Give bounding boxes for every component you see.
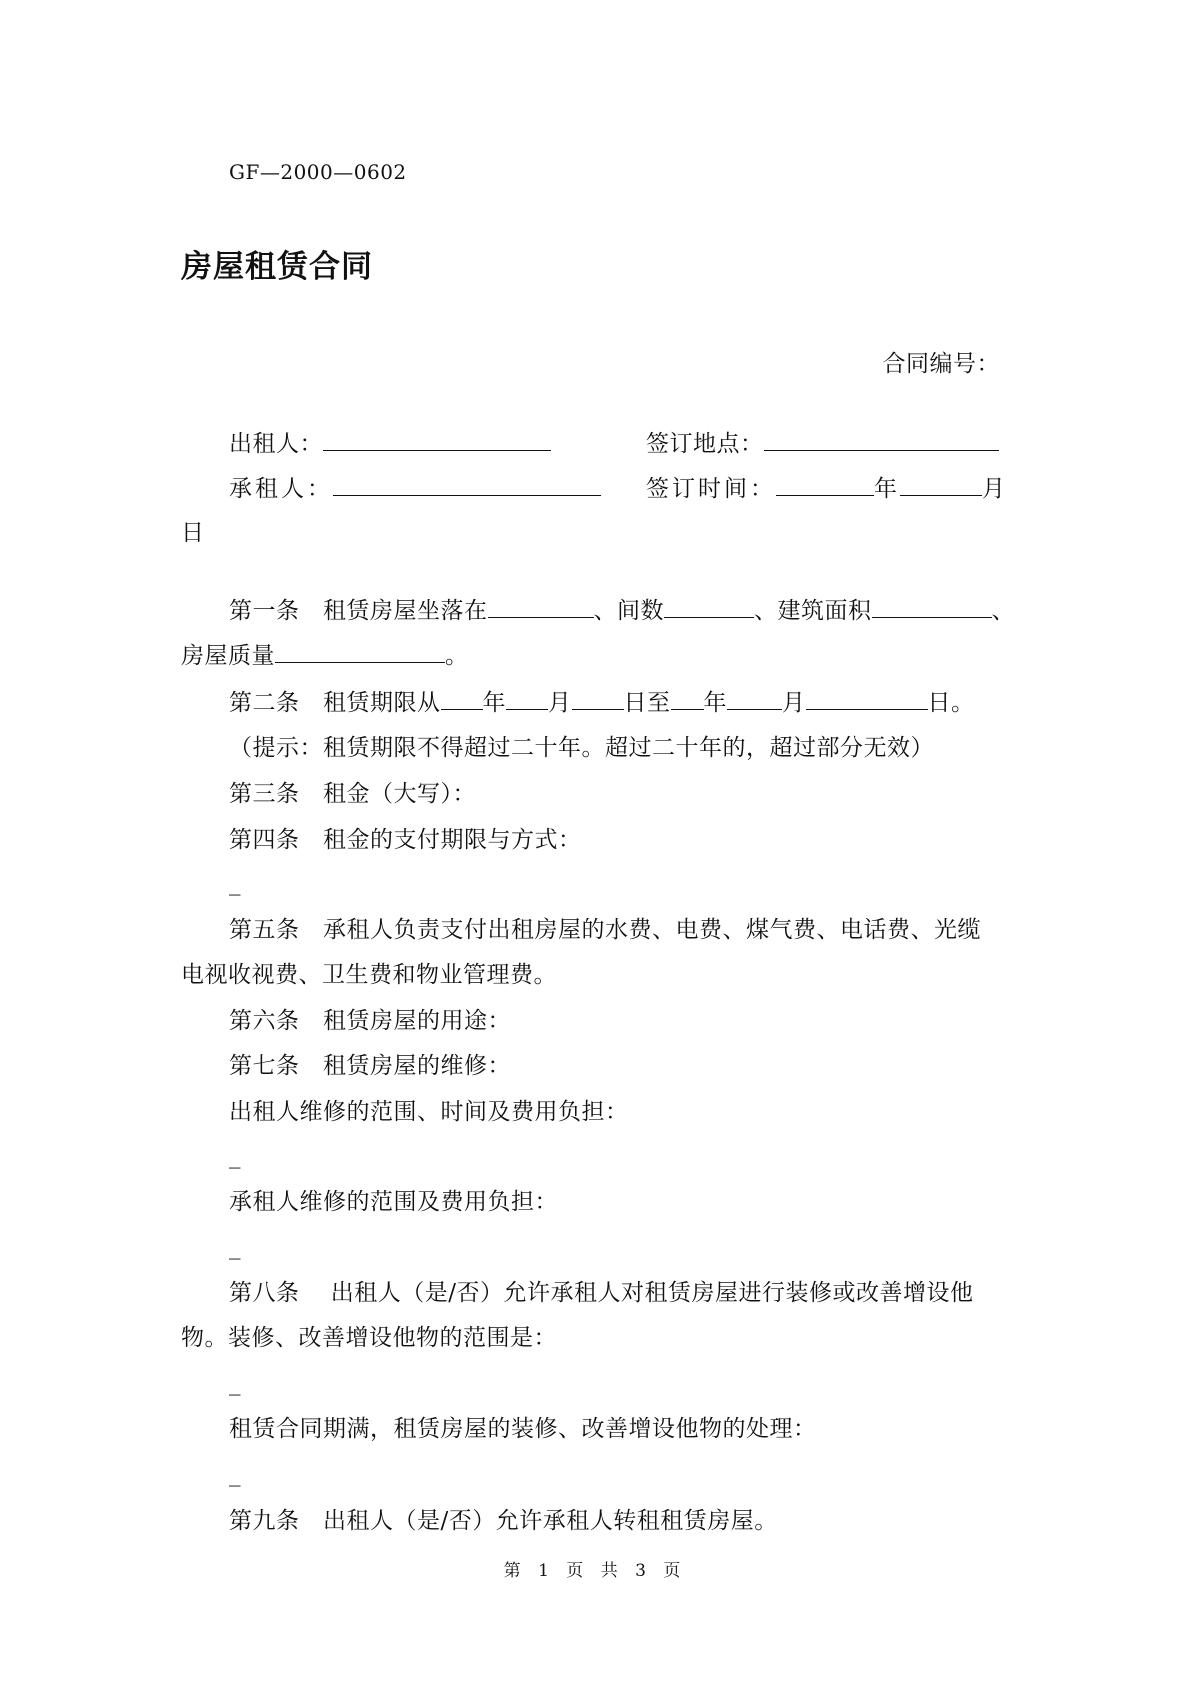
sign-day-label: 日: [181, 520, 205, 546]
blank-line[interactable]: _: [229, 870, 241, 896]
blank-line[interactable]: _: [229, 1143, 241, 1169]
end-month-blank[interactable]: [727, 687, 782, 710]
blank-line[interactable]: _: [229, 1234, 241, 1260]
article-2-text: 租赁期限从: [323, 690, 441, 716]
article-6: 第六条 租赁房屋的用途：: [229, 1008, 511, 1034]
separator: 、: [991, 598, 1015, 624]
rooms-blank[interactable]: [664, 595, 754, 618]
blank-line[interactable]: _: [229, 1461, 241, 1487]
month-label: 月: [782, 690, 806, 716]
start-day-blank[interactable]: [572, 687, 624, 710]
blank-line[interactable]: _: [229, 1370, 241, 1396]
article-1: [229, 595, 1015, 626]
sign-time-label: 签订时间：: [646, 476, 776, 502]
article-4: 第四条 租金的支付期限与方式：: [229, 827, 582, 853]
year-label: 年: [874, 476, 900, 502]
month-label: 月: [548, 690, 572, 716]
article-8-expiry: 租赁合同期满，租赁房屋的装修、改善增设他物的处理：: [229, 1416, 817, 1442]
article-9: 第九条 出租人（是/否）允许承租人转租租赁房屋。: [229, 1508, 778, 1534]
article-7-lessee: 承租人维修的范围及费用负担：: [229, 1189, 558, 1215]
document-title: 房屋租赁合同: [181, 249, 373, 285]
article-1-quality: [181, 640, 469, 671]
quality-label: 房屋质量: [181, 643, 275, 669]
sign-place-blank[interactable]: [764, 428, 999, 451]
year-label: 年: [482, 690, 506, 716]
article-1-text: 租赁房屋坐落在: [323, 598, 488, 624]
article-3: 第三条 租金（大写）：: [229, 781, 476, 807]
sign-place-row: [646, 428, 999, 459]
end-year-blank[interactable]: [671, 687, 704, 710]
month-label: 月: [982, 476, 1008, 502]
lessor-row: [229, 428, 551, 459]
sign-time-row: [646, 473, 1008, 504]
rooms-label: 、间数: [593, 598, 664, 624]
article-2: [229, 687, 975, 718]
quality-blank[interactable]: [275, 640, 445, 663]
year-label: 年: [703, 690, 727, 716]
article-5-line-1: 第五条 承租人负责支付出租房屋的水费、电费、煤气费、电话费、光缆: [229, 917, 981, 943]
area-label: 、建筑面积: [754, 598, 872, 624]
sign-month-blank[interactable]: [900, 473, 982, 496]
standard-code: GF—2000—0602: [229, 160, 407, 184]
article-2-label: 第二条: [229, 690, 300, 716]
article-7: 第七条 租赁房屋的维修：: [229, 1053, 511, 1079]
start-year-blank[interactable]: [441, 687, 483, 710]
article-8-line-1: 第八条 出租人（是/否）允许承租人对租赁房屋进行装修或改善增设他: [229, 1280, 974, 1306]
contract-number-label: 合同编号：: [882, 351, 1000, 377]
article-1-label: 第一条: [229, 598, 300, 624]
sign-place-label: 签订地点：: [646, 431, 764, 457]
day-end-label: 日。: [927, 690, 975, 716]
day-to-label: 日至: [623, 690, 671, 716]
lessee-blank[interactable]: [333, 473, 601, 496]
article-8-line-2: 物。装修、改善增设他物的范围是：: [181, 1325, 557, 1351]
start-month-blank[interactable]: [506, 687, 548, 710]
lessee-row: [229, 473, 601, 504]
sign-year-blank[interactable]: [776, 473, 874, 496]
area-blank[interactable]: [872, 595, 992, 618]
lessor-blank[interactable]: [323, 428, 551, 451]
end-day-blank[interactable]: [806, 687, 928, 710]
period-mark: 。: [445, 643, 469, 669]
page-footer: 第 1 页 共 3 页: [503, 1561, 687, 1581]
article-5-line-2: 电视收视费、卫生费和物业管理费。: [181, 962, 557, 988]
lessee-label: 承租人：: [229, 476, 333, 502]
location-blank[interactable]: [488, 595, 594, 618]
lessor-label: 出租人：: [229, 431, 323, 457]
article-2-hint: （提示：租赁期限不得超过二十年。超过二十年的，超过部分无效）: [229, 735, 934, 761]
article-7-lessor: 出租人维修的范围、时间及费用负担：: [229, 1099, 629, 1125]
